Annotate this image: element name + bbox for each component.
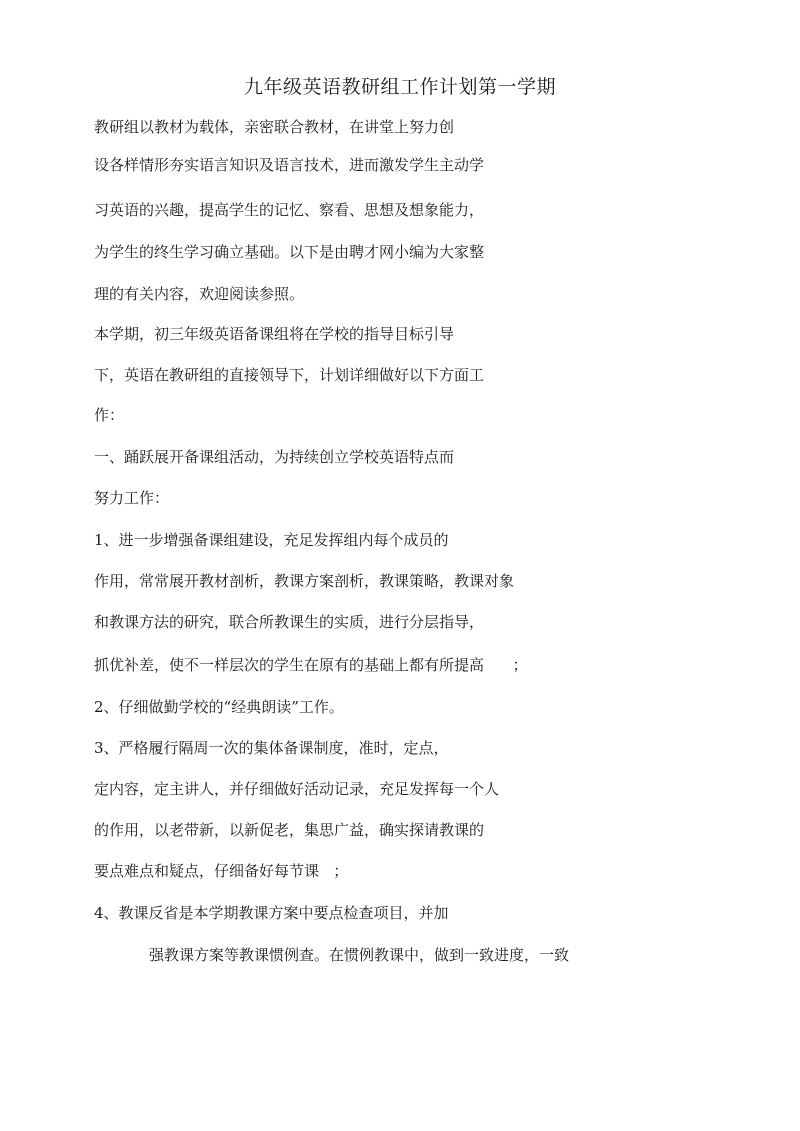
paragraph-line: 为学生的终生学习确立基础。以下是由聘才网小编为大家整 xyxy=(94,243,485,261)
paragraph-line: 努力工作： xyxy=(94,489,170,507)
paragraph-line: 2、仔细做勤学校的“经典朗读”工作。 xyxy=(94,698,344,716)
paragraph-line: 一、踊跃展开备课组活动，为持续创立学校英语特点而 xyxy=(94,448,455,466)
paragraph-line: 作用，常常展开教材剖析，教课方案剖析，教课策略，教课对象 xyxy=(94,572,515,590)
paragraph-line: 和教课方法的研究，联合所教课生的实质，进行分层指导， xyxy=(94,613,485,631)
paragraph-line: 的作用，以老带新，以新促老，集思广益，确实探请教课的 xyxy=(94,821,485,839)
paragraph-line: 教研组以教材为载体，亲密联合教材，在讲堂上努力创 xyxy=(94,118,455,136)
paragraph-line: 定内容，定主讲人，并仔细做好活动记录，充足发挥每一个人 xyxy=(94,780,500,798)
paragraph-line: 本学期，初三年级英语备课组将在学校的指导目标引导 xyxy=(94,325,455,343)
paragraph-line: 1、进一步增强备课组建设，充足发挥组内每个成员的 xyxy=(94,531,449,549)
paragraph-line: 4、教课反省是本学期教课方案中要点检查项目，并加 xyxy=(94,904,449,922)
paragraph-line: 要点难点和疑点，仔细备好每节课 ； xyxy=(94,862,349,880)
paragraph-line: 抓优补差，使不一样层次的学生在原有的基础上都有所提高 ； xyxy=(94,656,528,674)
paragraph-line: 3、严格履行隔周一次的集体备课制度，准时，定点， xyxy=(94,739,449,757)
paragraph-line: 理的有关内容，欢迎阅读参照。 xyxy=(94,285,305,303)
paragraph-line: 下，英语在教研组的直接领导下，计划详细做好以下方面工 xyxy=(94,366,485,384)
paragraph-line: 作： xyxy=(94,406,125,424)
paragraph-line: 强教课方案等教课惯例查。在惯例教课中，做到一致进度，一致 xyxy=(149,946,570,964)
paragraph-line: 设各样情形夯实语言知识及语言技术，进而激发学生主动学 xyxy=(94,156,485,174)
paragraph-line: 习英语的兴趣，提高学生的记忆、察看、思想及想象能力， xyxy=(94,201,485,219)
document-title: 九年级英语教研组工作计划第一学期 xyxy=(243,76,556,98)
